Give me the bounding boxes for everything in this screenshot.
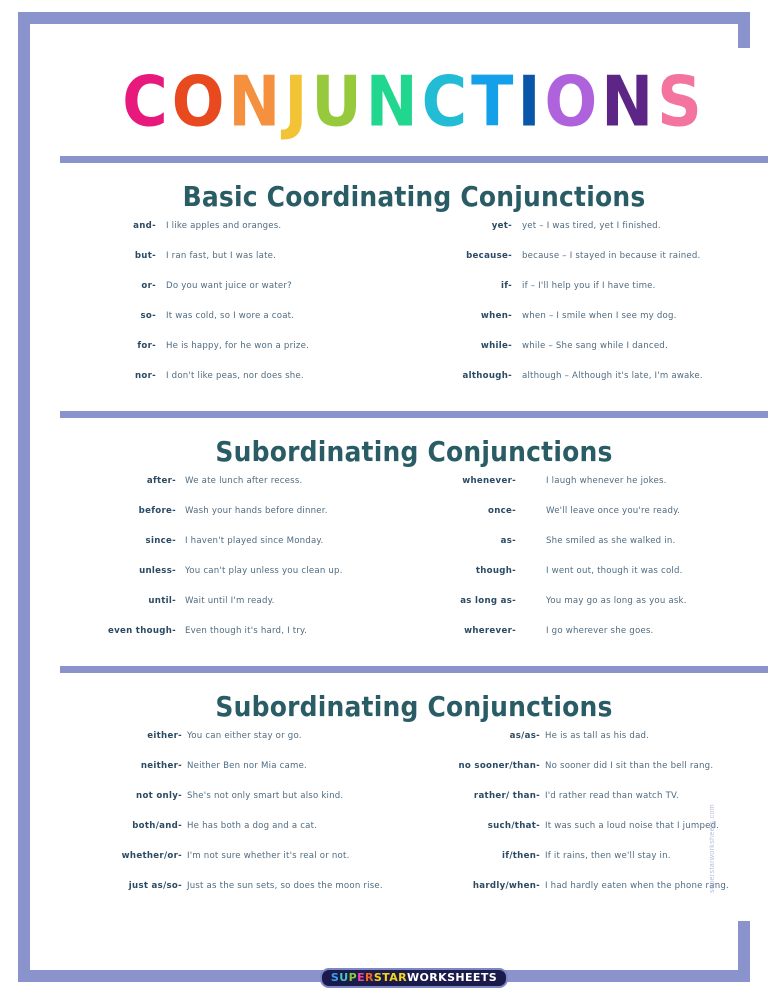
example-sentence: Even though it's hard, I try. [185, 626, 308, 636]
entry-row [414, 371, 764, 401]
page-inner [60, 48, 768, 994]
example-sentence: I had hardly eaten when the phone rang. [545, 881, 729, 891]
example-sentence: I haven't played since Monday. [185, 536, 324, 546]
conjunction-label: hardly/when- [472, 881, 540, 891]
title-letter-1: O [171, 60, 229, 143]
conjunction-label: as- [500, 536, 516, 546]
example-sentence: You can either stay or go. [187, 731, 302, 741]
conjunction-label: after- [146, 476, 176, 486]
divider-1 [60, 156, 768, 163]
title-letter-9: O [544, 60, 602, 143]
example-sentence: We'll leave once you're ready. [546, 506, 681, 516]
conjunction-label: as/as- [509, 731, 540, 741]
title-letter-10: N [601, 60, 658, 143]
entry-row [414, 566, 764, 596]
example-sentence: If it rains, then we'll stay in. [545, 851, 671, 861]
entry-row [64, 791, 414, 821]
entry-row [414, 281, 764, 311]
example-sentence: I like apples and oranges. [166, 221, 282, 231]
column-left [64, 731, 414, 911]
entry-row [64, 596, 414, 626]
conjunction-label: nor- [134, 371, 156, 381]
section-subordinating-2 [60, 673, 768, 921]
example-sentence: I don't like peas, nor does she. [166, 371, 304, 381]
page-title [122, 60, 706, 143]
logo-part-4: R [364, 971, 374, 984]
example-sentence: You may go as long as you ask. [546, 596, 687, 606]
title-letter-5: N [365, 60, 422, 143]
site-watermark: superstarworksheets.com [709, 804, 716, 893]
entry-row [64, 761, 414, 791]
example-sentence: yet – I was tired, yet I finished. [522, 221, 661, 231]
example-sentence: although – Although it's late, I'm awake. [522, 371, 703, 381]
entry-row [414, 536, 764, 566]
entry-row [414, 221, 764, 251]
example-sentence: I'm not sure whether it's real or not. [187, 851, 350, 861]
conjunction-label: since- [145, 536, 176, 546]
title-letter-8: I [517, 60, 545, 143]
title-letter-6: C [421, 60, 472, 143]
entry-row [64, 626, 414, 656]
example-sentence: because – I stayed in because it rained. [522, 251, 701, 261]
entry-row [64, 341, 414, 371]
conjunction-label: while- [480, 341, 512, 351]
entry-row [64, 371, 414, 401]
example-sentence: He is happy, for he won a prize. [166, 341, 310, 351]
conjunction-label: whether/or- [121, 851, 182, 861]
column-left [64, 476, 414, 656]
section-columns [60, 470, 768, 666]
section-subordinating-1 [60, 418, 768, 666]
entry-row [64, 251, 414, 281]
entry-row [414, 311, 764, 341]
conjunction-label: yet- [491, 221, 512, 231]
title-letter-2: N [228, 60, 285, 143]
conjunction-label: as long as- [460, 596, 516, 606]
entry-row [64, 281, 414, 311]
entry-row [64, 731, 414, 761]
page-frame [18, 12, 750, 982]
conjunction-label: but- [134, 251, 156, 261]
section-basic-coordinating [60, 163, 768, 411]
conjunction-label: once- [487, 506, 516, 516]
conjunction-label: even though- [107, 626, 176, 636]
conjunction-label: wherever- [464, 626, 516, 636]
example-sentence: Wash your hands before dinner. [185, 506, 328, 516]
entry-row [64, 506, 414, 536]
conjunction-label: neither- [140, 761, 182, 771]
section-title: Subordinating Conjunctions [215, 435, 613, 468]
conjunction-label: when- [480, 311, 512, 321]
example-sentence: when – I smile when I see my dog. [522, 311, 677, 321]
superstar-worksheets-logo[interactable] [320, 968, 508, 988]
entry-row [414, 731, 764, 761]
entry-row [64, 881, 414, 911]
title-letter-7: T [471, 60, 518, 143]
conjunction-label: because- [466, 251, 512, 261]
divider-2 [60, 411, 768, 418]
footer [60, 921, 768, 994]
logo-part-2: P [348, 971, 358, 984]
title-band [60, 48, 768, 156]
section-title: Subordinating Conjunctions [215, 690, 613, 723]
title-letter-0: C [122, 60, 172, 143]
conjunction-label: before- [138, 506, 176, 516]
example-sentence: You can't play unless you clean up. [185, 566, 343, 576]
example-sentence: Wait until I'm ready. [185, 596, 275, 606]
conjunction-label: not only- [136, 791, 182, 801]
example-sentence: She's not only smart but also kind. [187, 791, 344, 801]
entry-row [414, 506, 764, 536]
conjunction-label: until- [148, 596, 176, 606]
entry-row [64, 476, 414, 506]
conjunction-label: unless- [139, 566, 176, 576]
entry-row [64, 221, 414, 251]
entry-row [414, 341, 764, 371]
entry-row [64, 821, 414, 851]
entry-row [414, 476, 764, 506]
section-columns [60, 215, 768, 411]
example-sentence: It was cold, so I wore a coat. [166, 311, 295, 321]
conjunction-label: no sooner/than- [458, 761, 540, 771]
conjunction-label: either- [147, 731, 182, 741]
example-sentence: I laugh whenever he jokes. [546, 476, 667, 486]
logo-part-5: STAR [373, 971, 408, 984]
logo-part-6: WORKSHEETS [407, 971, 498, 984]
example-sentence: We ate lunch after recess. [185, 476, 303, 486]
logo-part-1: U [339, 971, 349, 984]
conjunction-label: both/and- [132, 821, 182, 831]
example-sentence: Just as the sun sets, so does the moon rise. [187, 881, 383, 891]
column-right [414, 476, 764, 656]
example-sentence: I ran fast, but I was late. [166, 251, 277, 261]
example-sentence: Do you want juice or water? [166, 281, 292, 291]
entry-row [64, 311, 414, 341]
conjunction-label: though- [475, 566, 516, 576]
entry-row [414, 761, 764, 791]
divider-3 [60, 666, 768, 673]
example-sentence: He is as tall as his dad. [545, 731, 650, 741]
example-sentence: I'd rather read than watch TV. [545, 791, 679, 801]
conjunction-label: so- [140, 311, 156, 321]
logo-part-0: S [330, 971, 340, 984]
section-title: Basic Coordinating Conjunctions [182, 180, 646, 213]
example-sentence: It was such a loud noise that I jumped. [545, 821, 720, 831]
conjunction-label: whenever- [462, 476, 516, 486]
entry-row [64, 566, 414, 596]
example-sentence: No sooner did I sit than the bell rang. [545, 761, 714, 771]
conjunction-label: for- [137, 341, 156, 351]
conjunction-label: or- [141, 281, 156, 291]
logo-part-3: E [357, 971, 365, 984]
conjunction-label: although- [462, 371, 512, 381]
conjunction-label: if/then- [502, 851, 540, 861]
column-right [414, 221, 764, 401]
conjunction-label: if- [500, 281, 512, 291]
entry-row [414, 251, 764, 281]
example-sentence: while – She sang while I danced. [522, 341, 668, 351]
entry-row [414, 626, 764, 656]
title-letter-11: S [657, 60, 706, 143]
example-sentence: I go wherever she goes. [546, 626, 654, 636]
conjunction-label: rather/ than- [473, 791, 540, 801]
entry-row [414, 596, 764, 626]
entry-row [64, 536, 414, 566]
section-columns [60, 725, 768, 921]
example-sentence: if – I'll help you if I have time. [522, 281, 656, 291]
example-sentence: She smiled as she walked in. [546, 536, 676, 546]
conjunction-label: such/that- [487, 821, 540, 831]
entry-row [64, 851, 414, 881]
column-left [64, 221, 414, 401]
title-letter-3: J [284, 60, 312, 143]
conjunction-label: and- [133, 221, 156, 231]
example-sentence: I went out, though it was cold. [546, 566, 683, 576]
example-sentence: Neither Ben nor Mia came. [187, 761, 307, 771]
conjunction-label: just as/so- [128, 881, 182, 891]
example-sentence: He has both a dog and a cat. [187, 821, 318, 831]
title-letter-4: U [311, 60, 366, 143]
